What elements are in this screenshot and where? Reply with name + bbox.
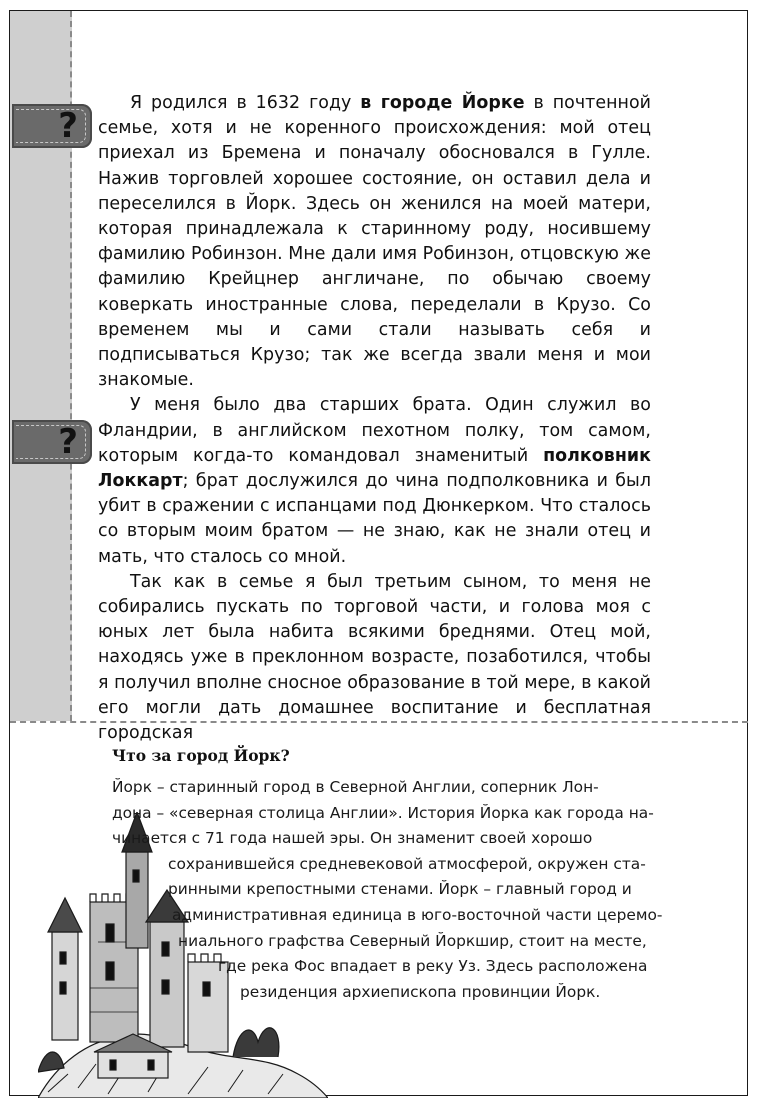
sidebar-line: где река Фос впадает в реку Уз. Здесь расположена	[218, 957, 648, 976]
sidebar-line: административная единица в юго-восточной части церемо-	[172, 905, 663, 924]
paragraph-1: Я родился в 1632 году в городе Йорке в почтенной семье, хотя и не коренного происхождения: мой отец приехал из Бремена и поначалу обосновался в Гулле. Нажив торговлей хорошее состояние, он оставил дела и переселился в Йорк. Здесь он женился на моей матери, которая принадлежала к старинному роду, носившему фамилию Робинзон. Мне дали имя Робинзон, отцовскую же фамилию Крейцнер англичане, по обычаю своему коверкать иностранные слова, переделали в Крузо. Со временем мы и сами стали называть себя и подписываться Крузо; так же всегда звали меня и мои знакомые.	[98, 93, 651, 391]
question-tab-york[interactable]	[12, 104, 92, 148]
sidebar-line: дона – «северная столица Англии». История Йорка как города на-	[112, 803, 654, 822]
sidebar-title: Что за город Йорк?	[112, 746, 290, 765]
sidebar-text	[112, 775, 680, 1005]
sidebar-line: резиденция архиепископа провинции Йорк.	[240, 982, 601, 1001]
question-mark-icon: ?	[58, 106, 78, 146]
sidebar-line: Йорк – старинный город в Северной Англии, соперник Лон-	[112, 778, 599, 796]
paragraph-3: Так как в семье я был третьим сыном, то меня не собирались пускать по торговой части, и голова моя с юных лет была набита всякими бреднями. Отец мой, находясь уже в преклонном возрасте, позаботился, чтобы я получил вполне сносное образование в той мере, в какой его могли дать домашнее воспитание и бесплатная городская	[98, 571, 651, 744]
paragraph-2: У меня было два старших брата. Один служил во Фландрии, в английском пехотном полку, том самом, которым когда-то командовал знаменитый полковник Локкарт; брат дослужился до чина подполковника и был убит в сражении с испанцами под Дюнкерком. Что сталось со вторым моим братом — не знаю, как не знали отец и мать, что сталось со мной.	[98, 395, 651, 567]
highlight-lockhart: полковник Локкарт	[98, 445, 651, 492]
highlight-york: в городе Йорке	[360, 93, 525, 113]
sidebar-line: сохранившейся средневековой атмосферой, окружен ста-	[168, 854, 646, 873]
sidebar-line: чинается с 71 года нашей эры. Он знаменит своей хорошо	[112, 829, 593, 848]
sidebar-line: ниального графства Северный Йоркшир, стоит на месте,	[178, 931, 647, 950]
question-mark-icon: ?	[58, 422, 78, 462]
main-story-text	[98, 91, 651, 746]
section-divider	[10, 721, 748, 723]
sidebar-line: ринными крепостными стенами. Йорк – главный город и	[168, 880, 632, 899]
question-tab-lockhart[interactable]	[12, 420, 92, 464]
